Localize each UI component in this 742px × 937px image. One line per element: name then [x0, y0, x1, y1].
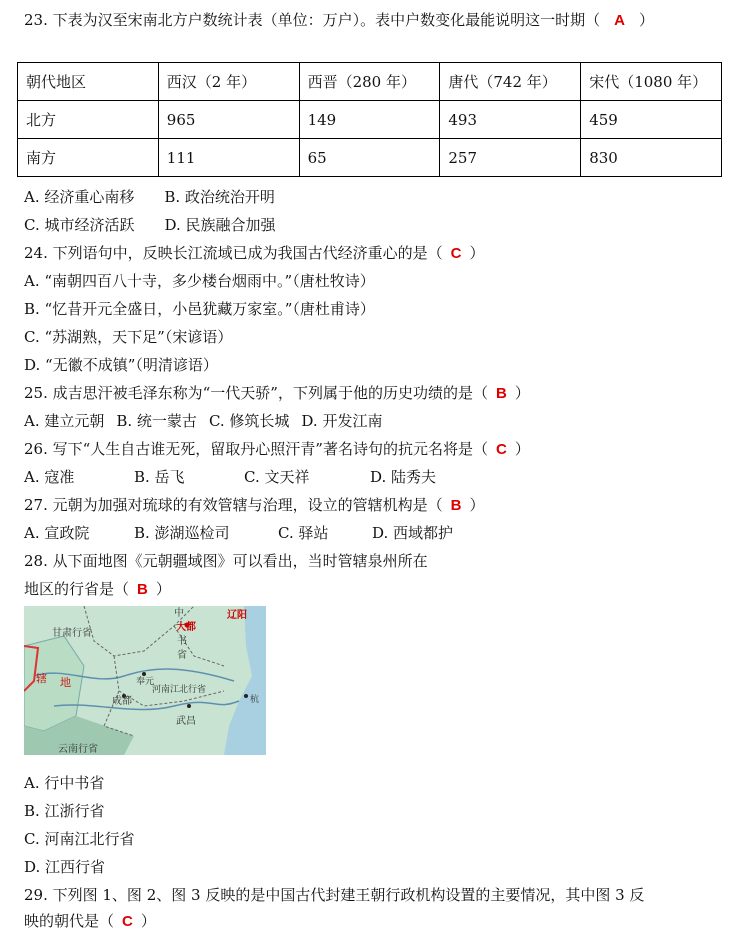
q26-stem-close: ） [514, 440, 530, 458]
map-label-henan: 河南江北行省 [152, 685, 207, 695]
option-label: B. 统一蒙古 [116, 412, 197, 430]
map-label-zhong: 中 [174, 608, 184, 619]
option-label: B. 政治统治开明 [164, 188, 275, 206]
map-label-fengyuan: 奉元 [136, 677, 155, 687]
q25-stem [24, 383, 530, 404]
q28-option-b: B. 江浙行省 [24, 802, 105, 820]
q24-option-c: C. “苏湖熟，天下足”（宋谚语） [24, 328, 233, 346]
q23-options-row1 [24, 187, 275, 207]
map-label-di: 地 [60, 676, 71, 689]
q24-stem [24, 243, 485, 264]
table-row [18, 139, 722, 177]
q24-option-a: A. “南朝四百八十寺，多少楼台烟雨中。”（唐杜牧诗） [24, 272, 375, 290]
table-cell: 459 [581, 101, 722, 139]
table-header-cell: 宋代（1080 年） [581, 63, 722, 101]
map-label-wuchang: 武昌 [176, 716, 196, 727]
q27-stem-text: 27. 元朝为加强对琉球的有效管辖与治理，设立的管辖机构是（ [24, 496, 443, 514]
q29-answer: C [122, 913, 133, 930]
map-graphic [24, 606, 266, 755]
household-table [17, 62, 722, 177]
q26-options [24, 467, 436, 487]
table-cell: 111 [158, 139, 299, 177]
q23-stem [24, 10, 654, 31]
table-cell: 65 [299, 139, 440, 177]
q27-answer: B [450, 497, 462, 514]
table-cell: 257 [440, 139, 581, 177]
q25-stem-text: 25. 成吉思汗被毛泽东称为“一代天骄”，下列属于他的历史功绩的是（ [24, 384, 488, 402]
yuan-territory-map [24, 606, 266, 755]
option-label: D. 西域都护 [372, 524, 454, 542]
q24-stem-close: ） [469, 244, 485, 262]
q28-answer: B [137, 581, 148, 598]
table-header-cell: 唐代（742 年） [440, 63, 581, 101]
table-header-cell: 西汉（2 年） [158, 63, 299, 101]
option-label: A. 经济重心南移 [24, 188, 135, 206]
table-row [18, 101, 722, 139]
table-cell: 149 [299, 101, 440, 139]
table-cell: 北方 [18, 101, 159, 139]
q29-stem-text: 映的朝代是（ [24, 912, 115, 930]
table-cell: 493 [440, 101, 581, 139]
option-label: A. 寇准 [24, 468, 75, 486]
q26-stem-text: 26. 写下“人生自古谁无死，留取丹心照汗青”著名诗句的抗元名将是（ [24, 440, 488, 458]
map-label-yunnan: 云南行省 [58, 744, 98, 755]
q27-stem-close: ） [469, 496, 485, 514]
q28-stem-close: ） [155, 580, 171, 598]
option-label: A. 建立元朝 [24, 412, 105, 430]
q29-stem-close: ） [140, 912, 156, 930]
table-header-cell: 西晋（280 年） [299, 63, 440, 101]
option-label: C. 驿站 [278, 524, 329, 542]
q28-stem-line1: 28. 从下面地图《元朝疆域图》可以看出，当时管辖泉州所在 [24, 552, 428, 570]
q23-options-row2 [24, 215, 276, 235]
q24-stem-text: 24. 下列语句中，反映长江流域已成为我国古代经济重心的是（ [24, 244, 443, 262]
table-cell: 南方 [18, 139, 159, 177]
map-label-dadu: 大都 [176, 622, 196, 633]
q23-answer: A [614, 12, 625, 29]
table-header-row [18, 63, 722, 101]
option-label: B. 岳飞 [134, 468, 185, 486]
option-label: A. 宣政院 [24, 524, 90, 542]
q26-answer: C [495, 441, 507, 458]
q25-options [24, 411, 382, 431]
option-label: C. 文天祥 [244, 468, 310, 486]
q23-stem-text: 23. 下表为汉至宋南北方户数统计表（单位：万户）。表中户数变化最能说明这一时期（ [24, 11, 601, 29]
q27-options [24, 523, 453, 543]
q25-answer: B [495, 385, 507, 402]
table-header-cell: 朝代地区 [18, 63, 159, 101]
q28-option-c: C. 河南江北行省 [24, 830, 135, 848]
q24-option-d: D. “无徽不成镇”（明清谚语） [24, 356, 218, 374]
q24-answer: C [450, 245, 462, 262]
option-label: D. 开发江南 [301, 412, 383, 430]
map-label-shu: 书 [177, 636, 187, 647]
map-label-gansu: 甘肃行省 [52, 628, 92, 639]
table-cell: 830 [581, 139, 722, 177]
option-label: B. 澎湖巡检司 [134, 524, 230, 542]
table-cell: 965 [158, 101, 299, 139]
q29-stem-line2 [24, 911, 156, 932]
q28-option-a: A. 行中书省 [24, 774, 105, 792]
q25-stem-close: ） [514, 384, 530, 402]
option-label: D. 陆秀夫 [370, 468, 437, 486]
q28-stem-text: 地区的行省是（ [24, 580, 130, 598]
q23-stem-close: ） [638, 11, 654, 29]
option-label: C. 修筑长城 [208, 412, 290, 430]
map-label-liaoyang: 辽阳 [227, 610, 247, 621]
map-label-sheng: 省 [177, 650, 187, 661]
q27-stem [24, 495, 485, 516]
q26-stem [24, 439, 530, 460]
map-label-xia: 辖 [36, 672, 47, 685]
option-label: D. 民族融合加强 [164, 216, 276, 234]
map-label-chengdu: 成都 [112, 696, 132, 707]
map-label-hang: 杭 [250, 695, 260, 705]
q24-option-b: B. “忆昔开元全盛日，小邑犹藏万家室。”（唐杜甫诗） [24, 300, 375, 318]
q28-option-d: D. 江西行省 [24, 858, 106, 876]
q29-stem-line1: 29. 下列图 1、图 2、图 3 反映的是中国古代封建王朝行政机构设置的主要情况，其中图 3 反 [24, 886, 645, 904]
option-label: C. 城市经济活跃 [24, 216, 135, 234]
q28-stem-line2 [24, 579, 171, 600]
